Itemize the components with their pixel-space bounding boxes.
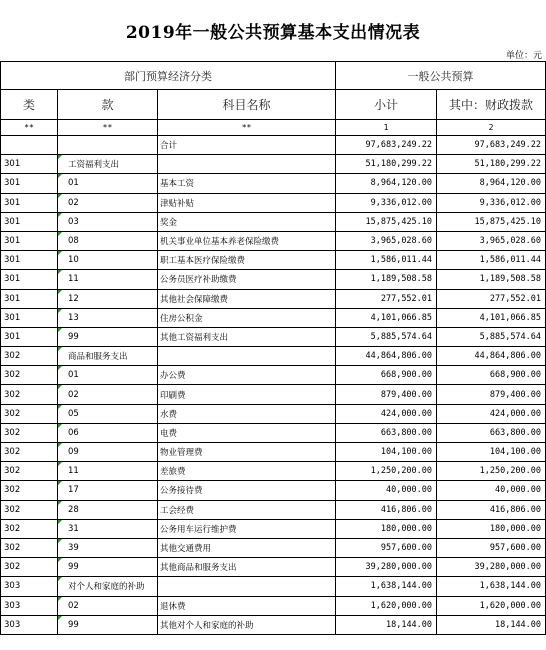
table-row (1, 385, 546, 404)
cell-name: 其他对个人和家庭的补助 (158, 615, 336, 634)
cell-subtotal: 97,683,249.22 (336, 136, 437, 155)
cell-kuan: 12 (58, 289, 158, 308)
header-col-fiscal: 其中：财政拨款 (437, 90, 546, 120)
cell-kuan: 09 (58, 443, 158, 462)
cell-name: 住房公积金 (158, 308, 336, 327)
cell-lei: 302 (1, 481, 58, 500)
cell-fiscal: 668,900.00 (437, 366, 546, 385)
cell-name: 合计 (158, 136, 336, 155)
cell-name (158, 347, 336, 366)
cell-kuan: 08 (58, 231, 158, 250)
table-row (1, 289, 546, 308)
cell-fiscal: 3,965,028.60 (437, 231, 546, 250)
cell-subtotal: 277,552.01 (336, 289, 437, 308)
cell-kuan: 06 (58, 423, 158, 442)
cell-name: 差旅费 (158, 462, 336, 481)
code-name: ** (158, 120, 336, 136)
cell-lei: 302 (1, 558, 58, 577)
table-row (1, 193, 546, 212)
cell-name: 公务用车运行维护费 (158, 519, 336, 538)
cell-subtotal: 5,885,574.64 (336, 327, 437, 346)
cell-fiscal: 1,638,144.00 (437, 577, 546, 596)
cell-name: 公务接待费 (158, 481, 336, 500)
cell-lei: 303 (1, 596, 58, 615)
cell-lei: 301 (1, 231, 58, 250)
cell-fiscal: 44,864,806.00 (437, 347, 546, 366)
cell-fiscal: 9,336,012.00 (437, 193, 546, 212)
cell-fiscal: 8,964,120.00 (437, 174, 546, 193)
cell-lei: 302 (1, 385, 58, 404)
cell-kuan: 商品和服务支出 (58, 347, 158, 366)
cell-kuan: 31 (58, 519, 158, 538)
table-row (1, 577, 546, 596)
cell-name: 职工基本医疗保险缴费 (158, 251, 336, 270)
cell-fiscal: 277,552.01 (437, 289, 546, 308)
cell-fiscal: 424,000.00 (437, 404, 546, 423)
table-row (1, 443, 546, 462)
cell-kuan: 工资福利支出 (58, 155, 158, 174)
cell-kuan: 39 (58, 538, 158, 557)
table-row (1, 404, 546, 423)
cell-kuan: 28 (58, 500, 158, 519)
cell-name: 工会经费 (158, 500, 336, 519)
cell-fiscal: 40,000.00 (437, 481, 546, 500)
header-group-economic-class: 部门预算经济分类 (1, 62, 336, 90)
code-fiscal: 2 (437, 120, 546, 136)
cell-kuan: 10 (58, 251, 158, 270)
cell-name (158, 577, 336, 596)
table-row (1, 270, 546, 289)
cell-subtotal: 40,000.00 (336, 481, 437, 500)
cell-fiscal: 104,100.00 (437, 443, 546, 462)
table-row (1, 615, 546, 634)
cell-subtotal: 424,000.00 (336, 404, 437, 423)
cell-kuan (58, 136, 158, 155)
code-subtotal: 1 (336, 120, 437, 136)
cell-lei: 302 (1, 443, 58, 462)
cell-subtotal: 4,101,066.85 (336, 308, 437, 327)
cell-name: 其他交通费用 (158, 538, 336, 557)
cell-lei: 301 (1, 251, 58, 270)
cell-subtotal: 1,189,508.58 (336, 270, 437, 289)
table-row (1, 174, 546, 193)
table-row (1, 462, 546, 481)
cell-kuan: 03 (58, 212, 158, 231)
cell-fiscal: 1,250,200.00 (437, 462, 546, 481)
cell-name: 机关事业单位基本养老保险缴费 (158, 231, 336, 250)
table-row (1, 481, 546, 500)
header-col-kuan: 款 (58, 90, 158, 120)
cell-kuan: 99 (58, 615, 158, 634)
table-row (1, 366, 546, 385)
table-row (1, 423, 546, 442)
cell-fiscal: 879,400.00 (437, 385, 546, 404)
cell-lei: 302 (1, 462, 58, 481)
cell-name: 津贴补贴 (158, 193, 336, 212)
cell-subtotal: 416,806.00 (336, 500, 437, 519)
cell-subtotal: 957,600.00 (336, 538, 437, 557)
cell-lei: 302 (1, 519, 58, 538)
cell-subtotal: 663,800.00 (336, 423, 437, 442)
header-col-subtotal: 小计 (336, 90, 437, 120)
table-row (1, 251, 546, 270)
cell-fiscal: 5,885,574.64 (437, 327, 546, 346)
header-col-lei: 类 (1, 90, 58, 120)
cell-kuan: 01 (58, 174, 158, 193)
cell-name: 其他商品和服务支出 (158, 558, 336, 577)
cell-lei: 301 (1, 193, 58, 212)
cell-lei: 301 (1, 270, 58, 289)
cell-subtotal: 9,336,012.00 (336, 193, 437, 212)
table-row (1, 519, 546, 538)
cell-kuan: 02 (58, 596, 158, 615)
cell-lei: 301 (1, 155, 58, 174)
code-lei: ** (1, 120, 58, 136)
cell-subtotal: 15,875,425.10 (336, 212, 437, 231)
cell-kuan: 01 (58, 366, 158, 385)
cell-kuan: 02 (58, 385, 158, 404)
unit-label: 单位：元 (505, 51, 542, 61)
cell-kuan: 11 (58, 462, 158, 481)
cell-kuan: 11 (58, 270, 158, 289)
cell-lei: 301 (1, 174, 58, 193)
cell-fiscal: 97,683,249.22 (437, 136, 546, 155)
table-row (1, 347, 546, 366)
cell-lei: 301 (1, 327, 58, 346)
cell-fiscal: 1,586,011.44 (437, 251, 546, 270)
table-row (1, 558, 546, 577)
cell-kuan: 05 (58, 404, 158, 423)
cell-subtotal: 18,144.00 (336, 615, 437, 634)
table-row (1, 136, 546, 155)
budget-table (0, 61, 546, 635)
cell-name: 水费 (158, 404, 336, 423)
cell-fiscal: 18,144.00 (437, 615, 546, 634)
cell-name: 印刷费 (158, 385, 336, 404)
cell-lei: 302 (1, 500, 58, 519)
cell-lei: 303 (1, 577, 58, 596)
cell-kuan: 17 (58, 481, 158, 500)
cell-subtotal: 44,864,806.00 (336, 347, 437, 366)
cell-fiscal: 15,875,425.10 (437, 212, 546, 231)
cell-name: 电费 (158, 423, 336, 442)
page-title: 2019年一般公共预算基本支出情况表 (125, 23, 421, 43)
cell-name (158, 155, 336, 174)
table-row (1, 308, 546, 327)
cell-subtotal: 1,620,000.00 (336, 596, 437, 615)
cell-lei: 301 (1, 289, 58, 308)
cell-subtotal: 879,400.00 (336, 385, 437, 404)
cell-kuan: 对个人和家庭的补助 (58, 577, 158, 596)
cell-kuan: 99 (58, 558, 158, 577)
cell-kuan: 13 (58, 308, 158, 327)
cell-subtotal: 668,900.00 (336, 366, 437, 385)
cell-fiscal: 51,180,299.22 (437, 155, 546, 174)
cell-lei: 303 (1, 615, 58, 634)
cell-name: 基本工资 (158, 174, 336, 193)
cell-subtotal: 39,280,000.00 (336, 558, 437, 577)
cell-subtotal: 8,964,120.00 (336, 174, 437, 193)
cell-fiscal: 39,280,000.00 (437, 558, 546, 577)
cell-subtotal: 1,250,200.00 (336, 462, 437, 481)
cell-fiscal: 1,189,508.58 (437, 270, 546, 289)
cell-subtotal: 1,586,011.44 (336, 251, 437, 270)
header-col-name: 科目名称 (158, 90, 336, 120)
cell-name: 其他工资福利支出 (158, 327, 336, 346)
cell-name: 其他社会保障缴费 (158, 289, 336, 308)
table-row (1, 155, 546, 174)
cell-name: 物业管理费 (158, 443, 336, 462)
cell-subtotal: 1,638,144.00 (336, 577, 437, 596)
cell-lei: 301 (1, 308, 58, 327)
cell-lei: 302 (1, 423, 58, 442)
cell-kuan: 99 (58, 327, 158, 346)
cell-lei: 302 (1, 404, 58, 423)
cell-name: 奖金 (158, 212, 336, 231)
cell-name: 办公费 (158, 366, 336, 385)
cell-fiscal: 416,806.00 (437, 500, 546, 519)
cell-subtotal: 104,100.00 (336, 443, 437, 462)
cell-fiscal: 957,600.00 (437, 538, 546, 557)
header-group-general-budget: 一般公共预算 (336, 62, 546, 90)
table-row (1, 538, 546, 557)
cell-kuan: 02 (58, 193, 158, 212)
cell-subtotal: 51,180,299.22 (336, 155, 437, 174)
cell-fiscal: 1,620,000.00 (437, 596, 546, 615)
cell-subtotal: 180,000.00 (336, 519, 437, 538)
cell-lei (1, 136, 58, 155)
cell-lei: 301 (1, 212, 58, 231)
cell-lei: 302 (1, 347, 58, 366)
cell-lei: 302 (1, 538, 58, 557)
cell-fiscal: 180,000.00 (437, 519, 546, 538)
code-kuan: ** (58, 120, 158, 136)
table-row (1, 596, 546, 615)
cell-name: 退休费 (158, 596, 336, 615)
cell-lei: 302 (1, 366, 58, 385)
table-row (1, 231, 546, 250)
cell-name: 公务员医疗补助缴费 (158, 270, 336, 289)
cell-subtotal: 3,965,028.60 (336, 231, 437, 250)
table-row (1, 500, 546, 519)
table-row (1, 212, 546, 231)
cell-fiscal: 663,800.00 (437, 423, 546, 442)
cell-fiscal: 4,101,066.85 (437, 308, 546, 327)
table-row (1, 327, 546, 346)
